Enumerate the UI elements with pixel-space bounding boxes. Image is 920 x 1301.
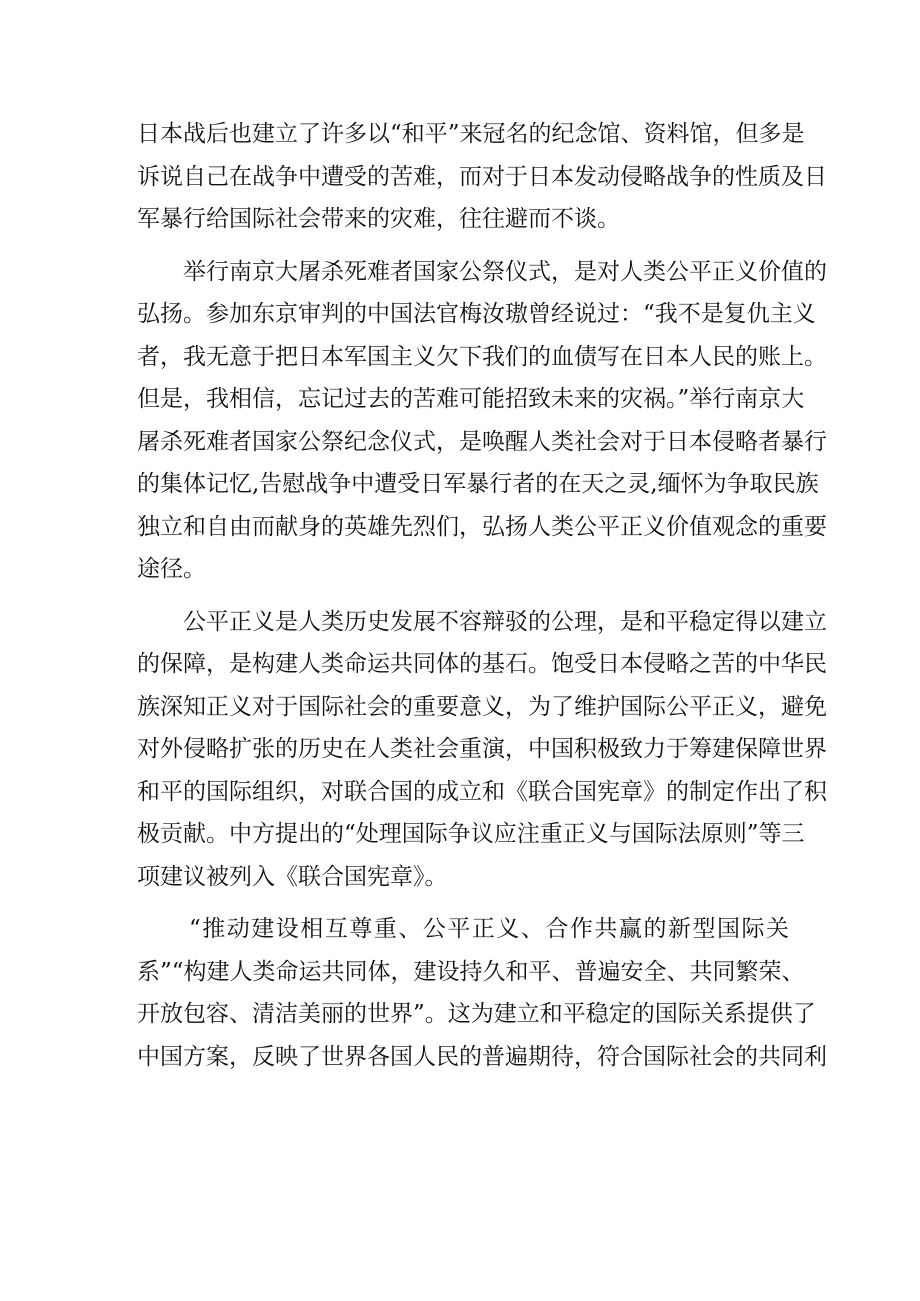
paragraph-1 [137, 113, 827, 241]
text-line: 途径。 [137, 556, 206, 582]
text-line: 系”“构建人类命运共同体，建设持久和平、普遍安全、共同繁荣、 [137, 958, 805, 985]
text-line: 项建议被列入《联合国宪章》。 [137, 863, 448, 890]
text-line: 独立和自由而献身的英雄先烈们，弘扬人类公平正义价值观念的重要 [137, 513, 827, 540]
text-line: 举行南京大屠杀死难者国家公祭仪式，是对人类公平正义价值的 [183, 258, 827, 285]
text-line: 公平正义是人类历史发展不容辩驳的公理，是和平稳定得以建立 [183, 608, 827, 635]
text-line: 者，我无意于把日本军国主义欠下我们的血债写在日本人民的账上。 [137, 343, 827, 370]
paragraph-3 [137, 601, 827, 899]
text-line: 的集体记忆,告慰战争中遭受日军暴行者的在天之灵,缅怀为争取民族 [137, 471, 819, 497]
text-line: 诉说自己在战争中遭受的苦难，而对于日本发动侵略战争的性质及日 [137, 163, 827, 190]
document-body [137, 113, 827, 1078]
text-line: 中国方案，反映了世界各国人民的普遍期待，符合国际社会的共同利 [137, 1043, 827, 1070]
paragraph-4 [137, 908, 827, 1078]
text-line: 弘扬。参加东京审判的中国法官梅汝璈曾经说过：“我不是复仇主义 [137, 301, 816, 327]
text-line: “推动建设相互尊重、公平正义、合作共赢的新型国际关 [189, 916, 789, 942]
text-line: 族深知正义对于国际社会的重要意义，为了维护国际公平正义，避免 [137, 693, 827, 720]
text-line: 军暴行给国际社会带来的灾难，往往避而不谈。 [137, 206, 620, 232]
paragraph-2 [137, 251, 827, 591]
text-line: 对外侵略扩张的历史在人类社会重演，中国积极致力于筹建保障世界 [137, 736, 827, 762]
text-line: 开放包容、清洁美丽的世界”。这为建立和平稳定的国际关系提供了 [137, 1001, 816, 1027]
text-line: 但是，我相信，忘记过去的苦难可能招致未来的灾祸。”举行南京大 [137, 386, 805, 412]
text-line: 极贡献。中方提出的“处理国际争议应注重正义与国际法原则”等三 [137, 821, 805, 847]
text-line: 的保障，是构建人类命运共同体的基石。饱受日本侵略之苦的中华民 [137, 651, 827, 677]
text-line: 日本战后也建立了许多以“和平”来冠名的纪念馆、资料馆，但多是 [137, 121, 805, 147]
text-line: 和平的国际组织，对联合国的成立和《联合国宪章》的制定作出了积 [137, 778, 827, 805]
text-line: 屠杀死难者国家公祭纪念仪式，是唤醒人类社会对于日本侵略者暴行 [137, 428, 827, 455]
